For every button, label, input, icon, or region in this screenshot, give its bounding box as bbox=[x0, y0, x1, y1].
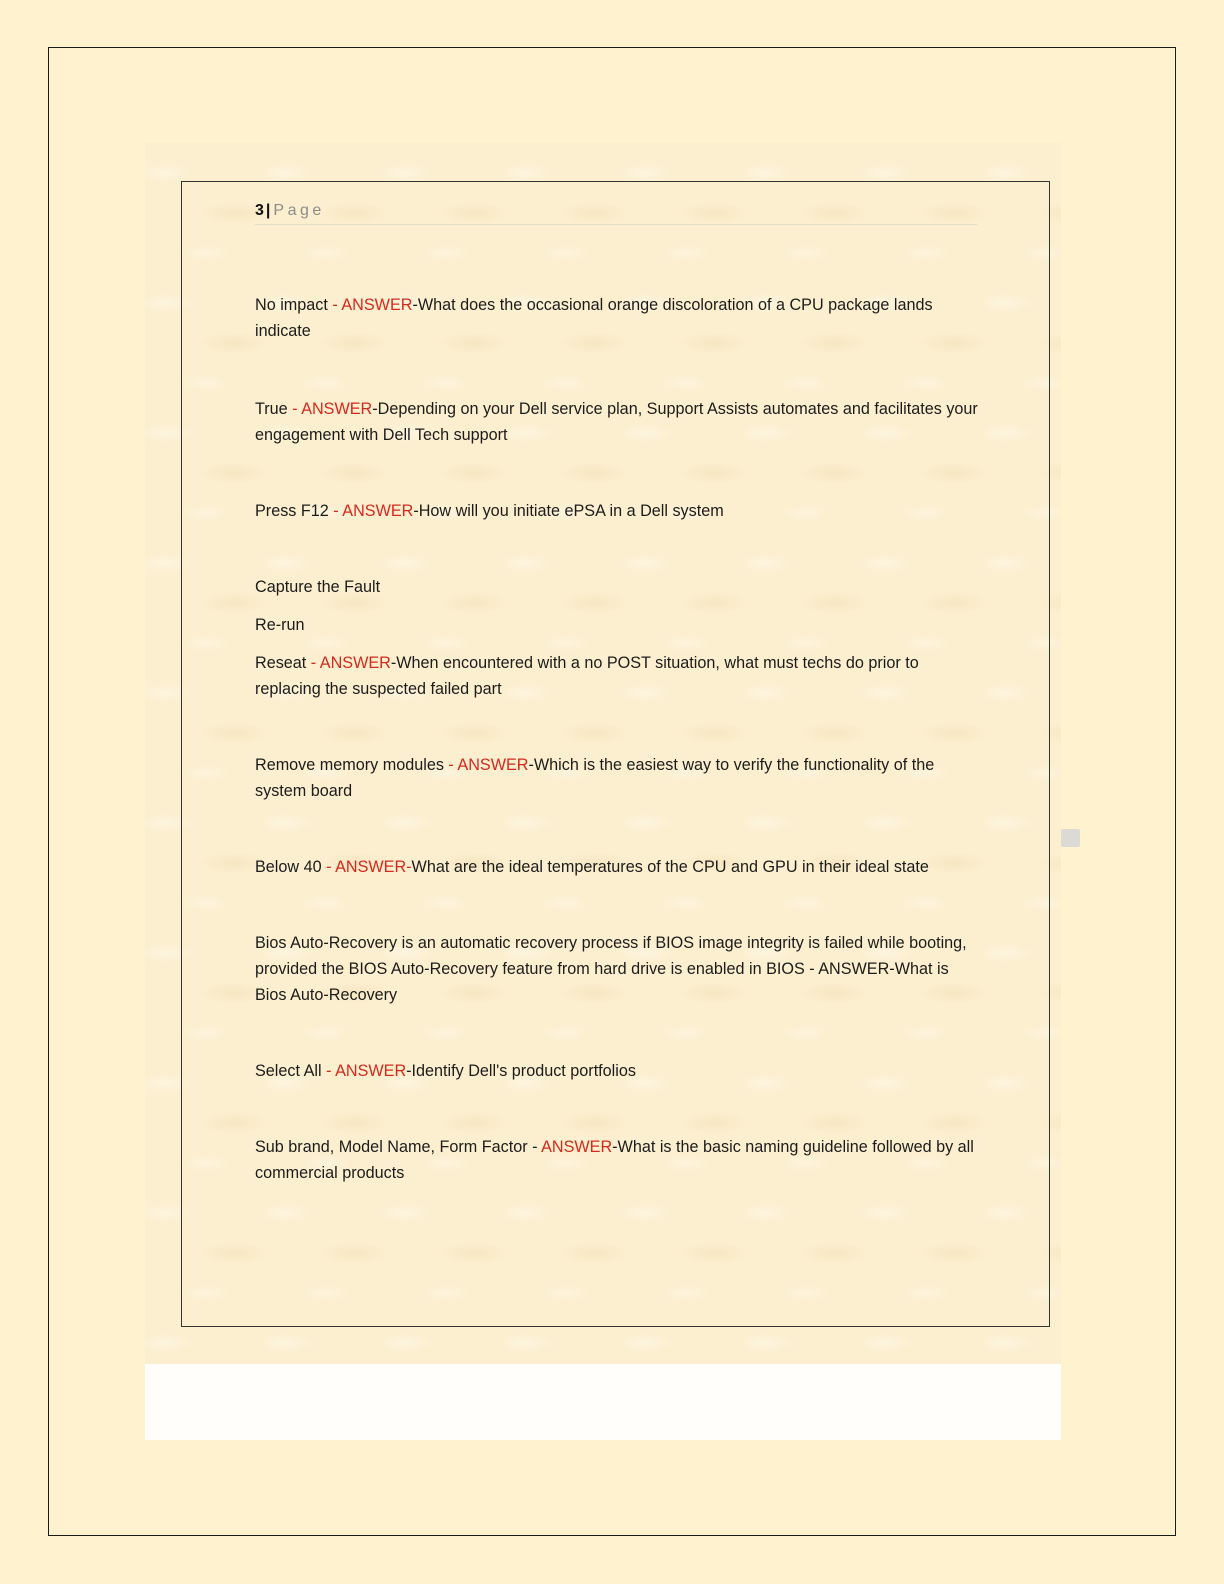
side-scroll-tab[interactable] bbox=[1061, 829, 1080, 847]
qa-item bbox=[255, 752, 980, 804]
answer-text: Select All bbox=[255, 1062, 322, 1080]
answer-text: No impact bbox=[255, 296, 328, 314]
qa-item-multiline bbox=[255, 574, 980, 702]
question-text: -Identify Dell's product portfolios bbox=[406, 1062, 636, 1080]
answer-dash: - bbox=[327, 296, 342, 314]
answer-dash: - bbox=[321, 858, 336, 876]
answer-marker: ANSWER bbox=[341, 296, 413, 314]
qa-item: Bios Auto-Recovery is an automatic recovery process if BIOS image integrity is failed while booting, provided the BIOS Auto-Recovery feature from hard drive is enabled in BIOS - ANSWER-What is Bios Auto-Recovery bbox=[255, 934, 967, 1004]
answer-dash: - bbox=[443, 756, 458, 774]
page-number: 3 bbox=[255, 202, 264, 219]
answer-line: Capture the Fault bbox=[255, 578, 381, 596]
qa-item bbox=[255, 498, 980, 524]
answer-text: Sub brand, Model Name, Form Factor - bbox=[255, 1138, 542, 1156]
answer-text: Remove memory modules bbox=[255, 756, 444, 774]
answer-marker: ANSWER bbox=[342, 502, 414, 520]
qa-item bbox=[255, 854, 980, 880]
question-text: -What does the occasional orange discoloration of a CPU package lands indicate bbox=[255, 296, 933, 340]
page-separator: | bbox=[265, 202, 271, 219]
question-text: What are the ideal temperatures of the CPU and GPU in their ideal state bbox=[411, 858, 929, 876]
answer-dash: - bbox=[321, 1062, 336, 1080]
answer-marker: ANSWER bbox=[301, 400, 373, 418]
qa-item bbox=[255, 396, 980, 448]
qa-list bbox=[255, 292, 980, 1186]
answer-text: Press F12 bbox=[255, 502, 329, 520]
question-text: -Which is the easiest way to verify the functionality of the system board bbox=[255, 756, 935, 800]
answer-marker: ANSWER bbox=[319, 654, 391, 672]
answer-dash: - bbox=[328, 502, 343, 520]
answer-text: Reseat bbox=[255, 654, 307, 672]
answer-marker: ANSWER bbox=[541, 1138, 613, 1156]
answer-line: Re-run bbox=[255, 616, 305, 634]
answer-dash: - bbox=[306, 654, 320, 672]
qa-item bbox=[255, 1134, 980, 1186]
answer-text: Below 40 bbox=[255, 858, 322, 876]
qa-item bbox=[255, 650, 980, 702]
page-label: Page bbox=[273, 202, 325, 219]
answer-marker: ANSWER- bbox=[335, 858, 412, 876]
question-text: -When encountered with a no POST situation, what must techs do prior to replacing the suspected failed part bbox=[255, 654, 919, 698]
answer-marker: ANSWER bbox=[335, 1062, 407, 1080]
question-text: -How will you initiate ePSA in a Dell system bbox=[413, 502, 724, 520]
qa-item bbox=[255, 292, 980, 344]
qa-item bbox=[255, 1058, 980, 1084]
page-header bbox=[255, 200, 977, 225]
answer-dash: - bbox=[287, 400, 302, 418]
answer-text: True bbox=[255, 400, 288, 418]
answer-marker: ANSWER bbox=[457, 756, 529, 774]
question-text: -Depending on your Dell service plan, Support Assists automates and facilitates your engagement with Dell Tech support bbox=[255, 400, 978, 444]
question-text: -What is the basic naming guideline followed by all commercial products bbox=[255, 1138, 974, 1182]
